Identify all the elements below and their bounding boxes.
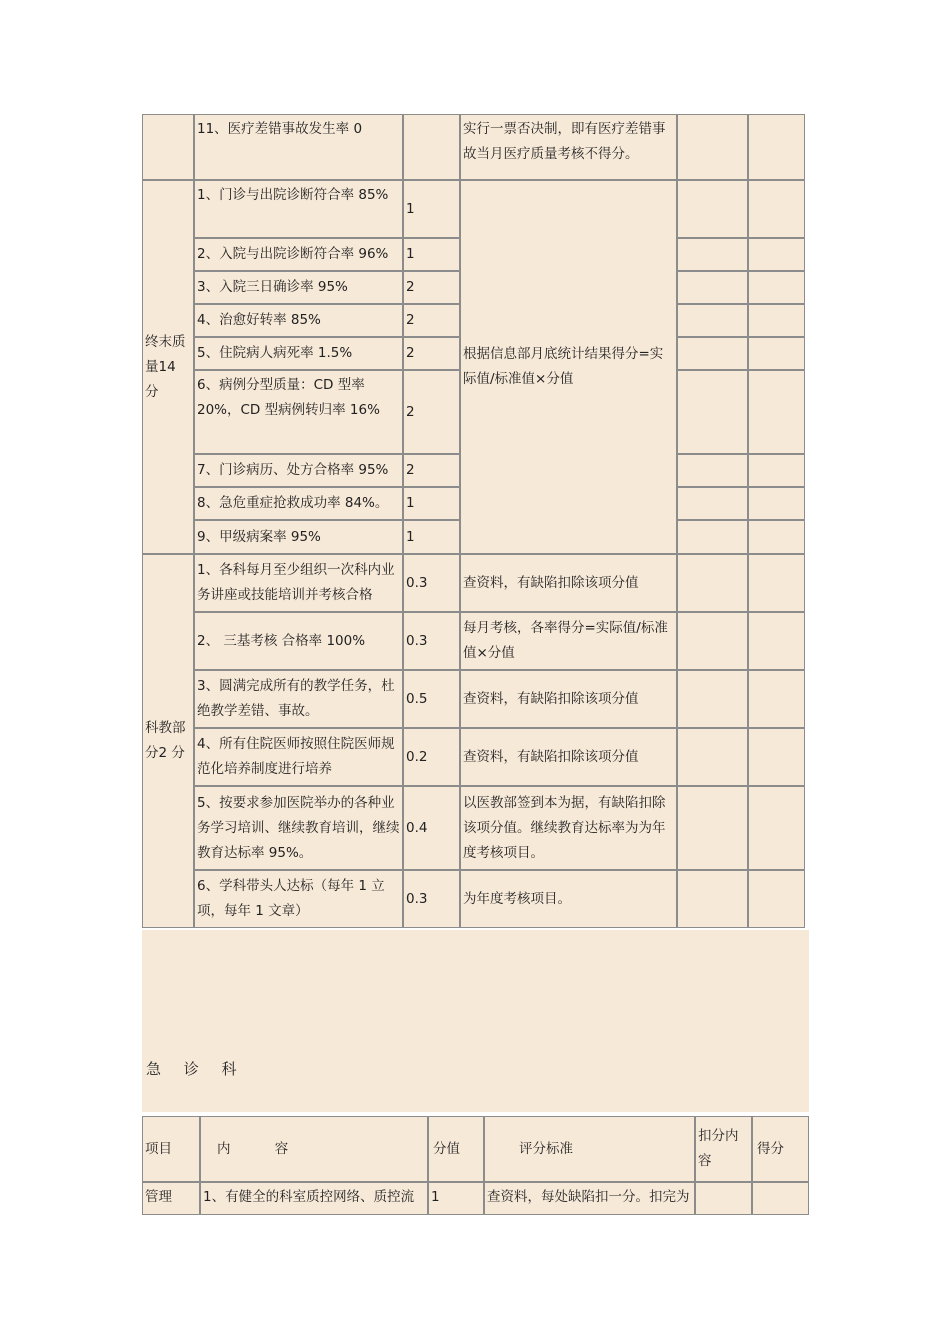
deduct-cell	[677, 487, 748, 520]
score-cell: 1	[403, 180, 460, 238]
header-item: 项目	[142, 1116, 200, 1182]
score-cell: 0.3	[403, 554, 460, 612]
header-got: 得分	[752, 1116, 809, 1182]
score-cell: 1	[403, 487, 460, 520]
deduct-cell	[677, 728, 748, 786]
score-cell: 0.3	[403, 870, 460, 928]
got-cell	[748, 670, 805, 728]
content-cell: 5、住院病人病死率 1.5%	[194, 337, 403, 370]
criteria-cell: 查资料，有缺陷扣除该项分值	[460, 554, 677, 612]
deduct-cell	[677, 304, 748, 337]
score-cell: 0.3	[403, 612, 460, 670]
content-cell: 4、治愈好转率 85%	[194, 304, 403, 337]
deduct-cell	[677, 238, 748, 271]
criteria-cell: 每月考核，各率得分=实际值/标准值×分值	[460, 612, 677, 670]
score-cell: 1	[403, 238, 460, 271]
header-deduct: 扣分内容	[695, 1116, 752, 1182]
score-cell: 2	[403, 370, 460, 454]
content-cell: 7、门诊病历、处方合格率 95%	[194, 454, 403, 487]
section-title: 急 诊 科	[146, 1060, 246, 1078]
content-cell: 9、甲级病案率 95%	[194, 520, 403, 554]
group-cell-empty	[142, 114, 194, 180]
content-cell: 2、入院与出院诊断符合率 96%	[194, 238, 403, 271]
row-deduct	[695, 1182, 752, 1215]
criteria-cell: 查资料，有缺陷扣除该项分值	[460, 728, 677, 786]
score-cell: 0.5	[403, 670, 460, 728]
score-cell: 0.2	[403, 728, 460, 786]
group-cell-final-quality: 终末质量14 分	[142, 180, 194, 554]
deduct-cell	[677, 670, 748, 728]
got-cell	[748, 238, 805, 271]
row-got	[752, 1182, 809, 1215]
content-cell: 8、急危重症抢救成功率 84%。	[194, 487, 403, 520]
deduct-cell	[677, 520, 748, 554]
score-cell: 2	[403, 454, 460, 487]
score-cell: 2	[403, 271, 460, 304]
content-cell: 2、 三基考核 合格率 100%	[194, 612, 403, 670]
deduct-cell	[677, 180, 748, 238]
got-cell	[748, 786, 805, 870]
got-cell	[748, 728, 805, 786]
got-cell	[748, 271, 805, 304]
criteria-cell: 查资料，有缺陷扣除该项分值	[460, 670, 677, 728]
header-content: 内 容	[200, 1116, 428, 1182]
deduct-cell	[677, 271, 748, 304]
deduct-cell	[677, 370, 748, 454]
score-cell: 2	[403, 337, 460, 370]
content-cell: 1、各科每月至少组织一次科内业务讲座或技能培训并考核合格	[194, 554, 403, 612]
got-cell	[748, 180, 805, 238]
criteria-cell-final-quality: 根据信息部月底统计结果得分=实际值/标准值×分值	[460, 180, 677, 554]
group-cell-teaching: 科教部分2 分	[142, 554, 194, 928]
criteria-cell: 以医教部签到本为据，有缺陷扣除该项分值。继续教育达标率为为年度考核项目。	[460, 786, 677, 870]
got-cell	[748, 520, 805, 554]
row-score: 1	[428, 1182, 484, 1215]
content-cell: 6、学科带头人达标（每年 1 立项，每年 1 文章）	[194, 870, 403, 928]
got-cell	[748, 487, 805, 520]
header-score: 分值	[428, 1116, 484, 1182]
got-cell	[748, 612, 805, 670]
got-cell	[748, 337, 805, 370]
content-cell: 6、病例分型质量：CD 型率 20%，CD 型病例转归率 16%	[194, 370, 403, 454]
score-cell	[403, 114, 460, 180]
deduct-cell	[677, 612, 748, 670]
deduct-cell	[677, 454, 748, 487]
score-cell: 0.4	[403, 786, 460, 870]
got-cell	[748, 370, 805, 454]
criteria-cell: 为年度考核项目。	[460, 870, 677, 928]
content-cell: 3、圆满完成所有的教学任务，杜绝教学差错、事故。	[194, 670, 403, 728]
got-cell	[748, 870, 805, 928]
deduct-cell	[677, 337, 748, 370]
deduct-cell	[677, 114, 748, 180]
row-item: 管理	[142, 1182, 200, 1215]
header-criteria: 评分标准	[484, 1116, 695, 1182]
content-cell: 5、按要求参加医院举办的各种业务学习培训、继续教育培训，继续教育达标率 95%。	[194, 786, 403, 870]
score-cell: 1	[403, 520, 460, 554]
got-cell	[748, 304, 805, 337]
got-cell	[748, 554, 805, 612]
deduct-cell	[677, 554, 748, 612]
content-cell: 11、医疗差错事故发生率 0	[194, 114, 403, 180]
deduct-cell	[677, 786, 748, 870]
section-band	[142, 930, 809, 1112]
deduct-cell	[677, 870, 748, 928]
content-cell: 3、入院三日确诊率 95%	[194, 271, 403, 304]
score-cell: 2	[403, 304, 460, 337]
got-cell	[748, 114, 805, 180]
content-cell: 4、所有住院医师按照住院医师规范化培养制度进行培养	[194, 728, 403, 786]
got-cell	[748, 454, 805, 487]
row-criteria: 查资料，每处缺陷扣一分。扣完为	[484, 1182, 695, 1215]
content-cell: 1、门诊与出院诊断符合率 85%	[194, 180, 403, 238]
criteria-cell: 实行一票否决制，即有医疗差错事故当月医疗质量考核不得分。	[460, 114, 677, 180]
row-content: 1、有健全的科室质控网络、质控流	[200, 1182, 428, 1215]
